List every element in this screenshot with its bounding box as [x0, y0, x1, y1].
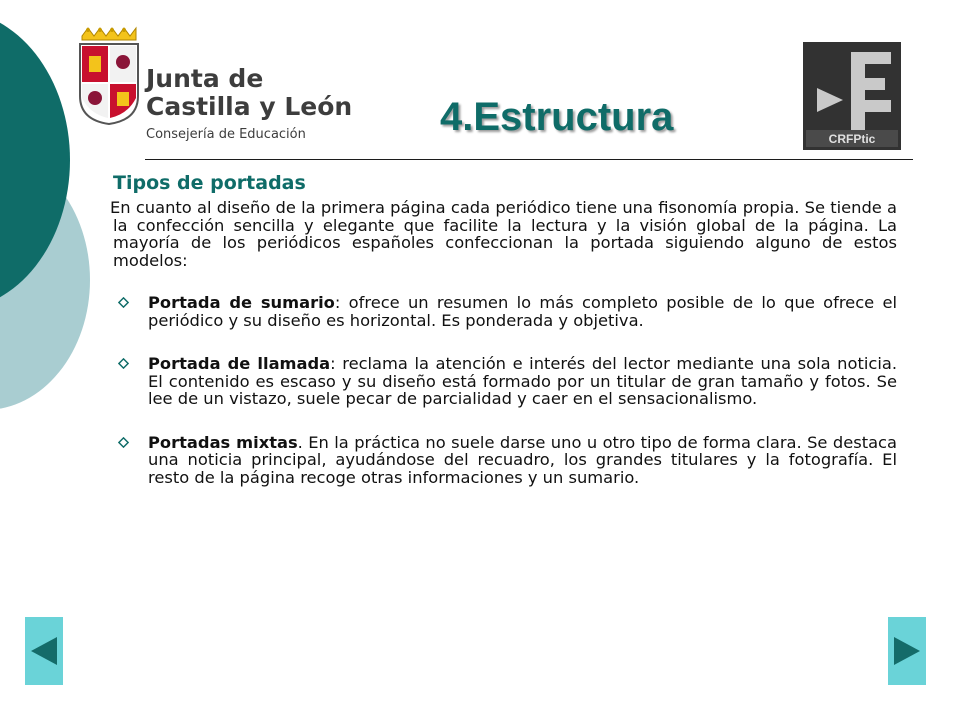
next-slide-button[interactable]: [888, 617, 926, 685]
item-text: : reclama la atención e interés del lector mediante una sola noticia. El contenido es escaso y su diseño está formado por un titular de gran tamaño y fotos. Se lee de un vistazo, suele pecar de parcialidad y caer en el sensacionalismo.: [148, 354, 897, 408]
portada-types-list: [113, 294, 897, 486]
list-item-llamada: [113, 355, 897, 408]
hollow-diamond-bullet-icon: [118, 358, 129, 369]
item-text: : ofrece un resumen lo más completo posible de lo que ofrece el periódico y su diseño es horizontal. Es ponderada y objetiva.: [148, 293, 897, 330]
previous-slide-button[interactable]: [25, 617, 63, 685]
triangle-right-icon: [892, 635, 922, 667]
crfptic-logo: [803, 42, 901, 150]
coat-of-arms-icon: [76, 26, 142, 126]
list-item-mixtas: [113, 434, 897, 487]
item-term: Portada de llamada: [148, 354, 331, 373]
logo-line-3: Consejería de Educación: [146, 127, 306, 142]
logo-line-1: Junta de: [146, 64, 264, 93]
list-item-sumario: [113, 294, 897, 329]
hollow-diamond-bullet-icon: [118, 437, 129, 448]
item-term: Portada de sumario: [148, 293, 335, 312]
slide-title: 4.Estructura: [440, 95, 674, 139]
item-text: . En la práctica no suele darse uno u otro tipo de forma clara. Se destaca una noticia principal, ayudándose del recuadro, los grandes titulares y la fotografía. El resto de la página recoge otras informaciones y un sumario.: [148, 432, 897, 487]
crfptic-logo-label: CRFPtic: [828, 132, 876, 146]
section-subheading: Tipos de portadas: [113, 172, 306, 194]
intro-paragraph: En cuanto al diseño de la primera página cada periódico tiene una fisonomía propia. Se tiende a la confección sencilla y elegante que facilite la lectura y la visión global de la página. La mayoría de los periódicos españoles confeccionan la portada siguiendo alguno de estos modelos:: [110, 198, 897, 270]
triangle-left-icon: [29, 635, 59, 667]
logo-line-2: Castilla y León: [146, 92, 353, 121]
title-divider: [145, 159, 913, 160]
junta-castilla-leon-logo: [76, 26, 366, 156]
slide-content: [110, 172, 897, 487]
item-term: Portadas mixtas: [148, 432, 298, 452]
hollow-diamond-bullet-icon: [118, 297, 129, 308]
